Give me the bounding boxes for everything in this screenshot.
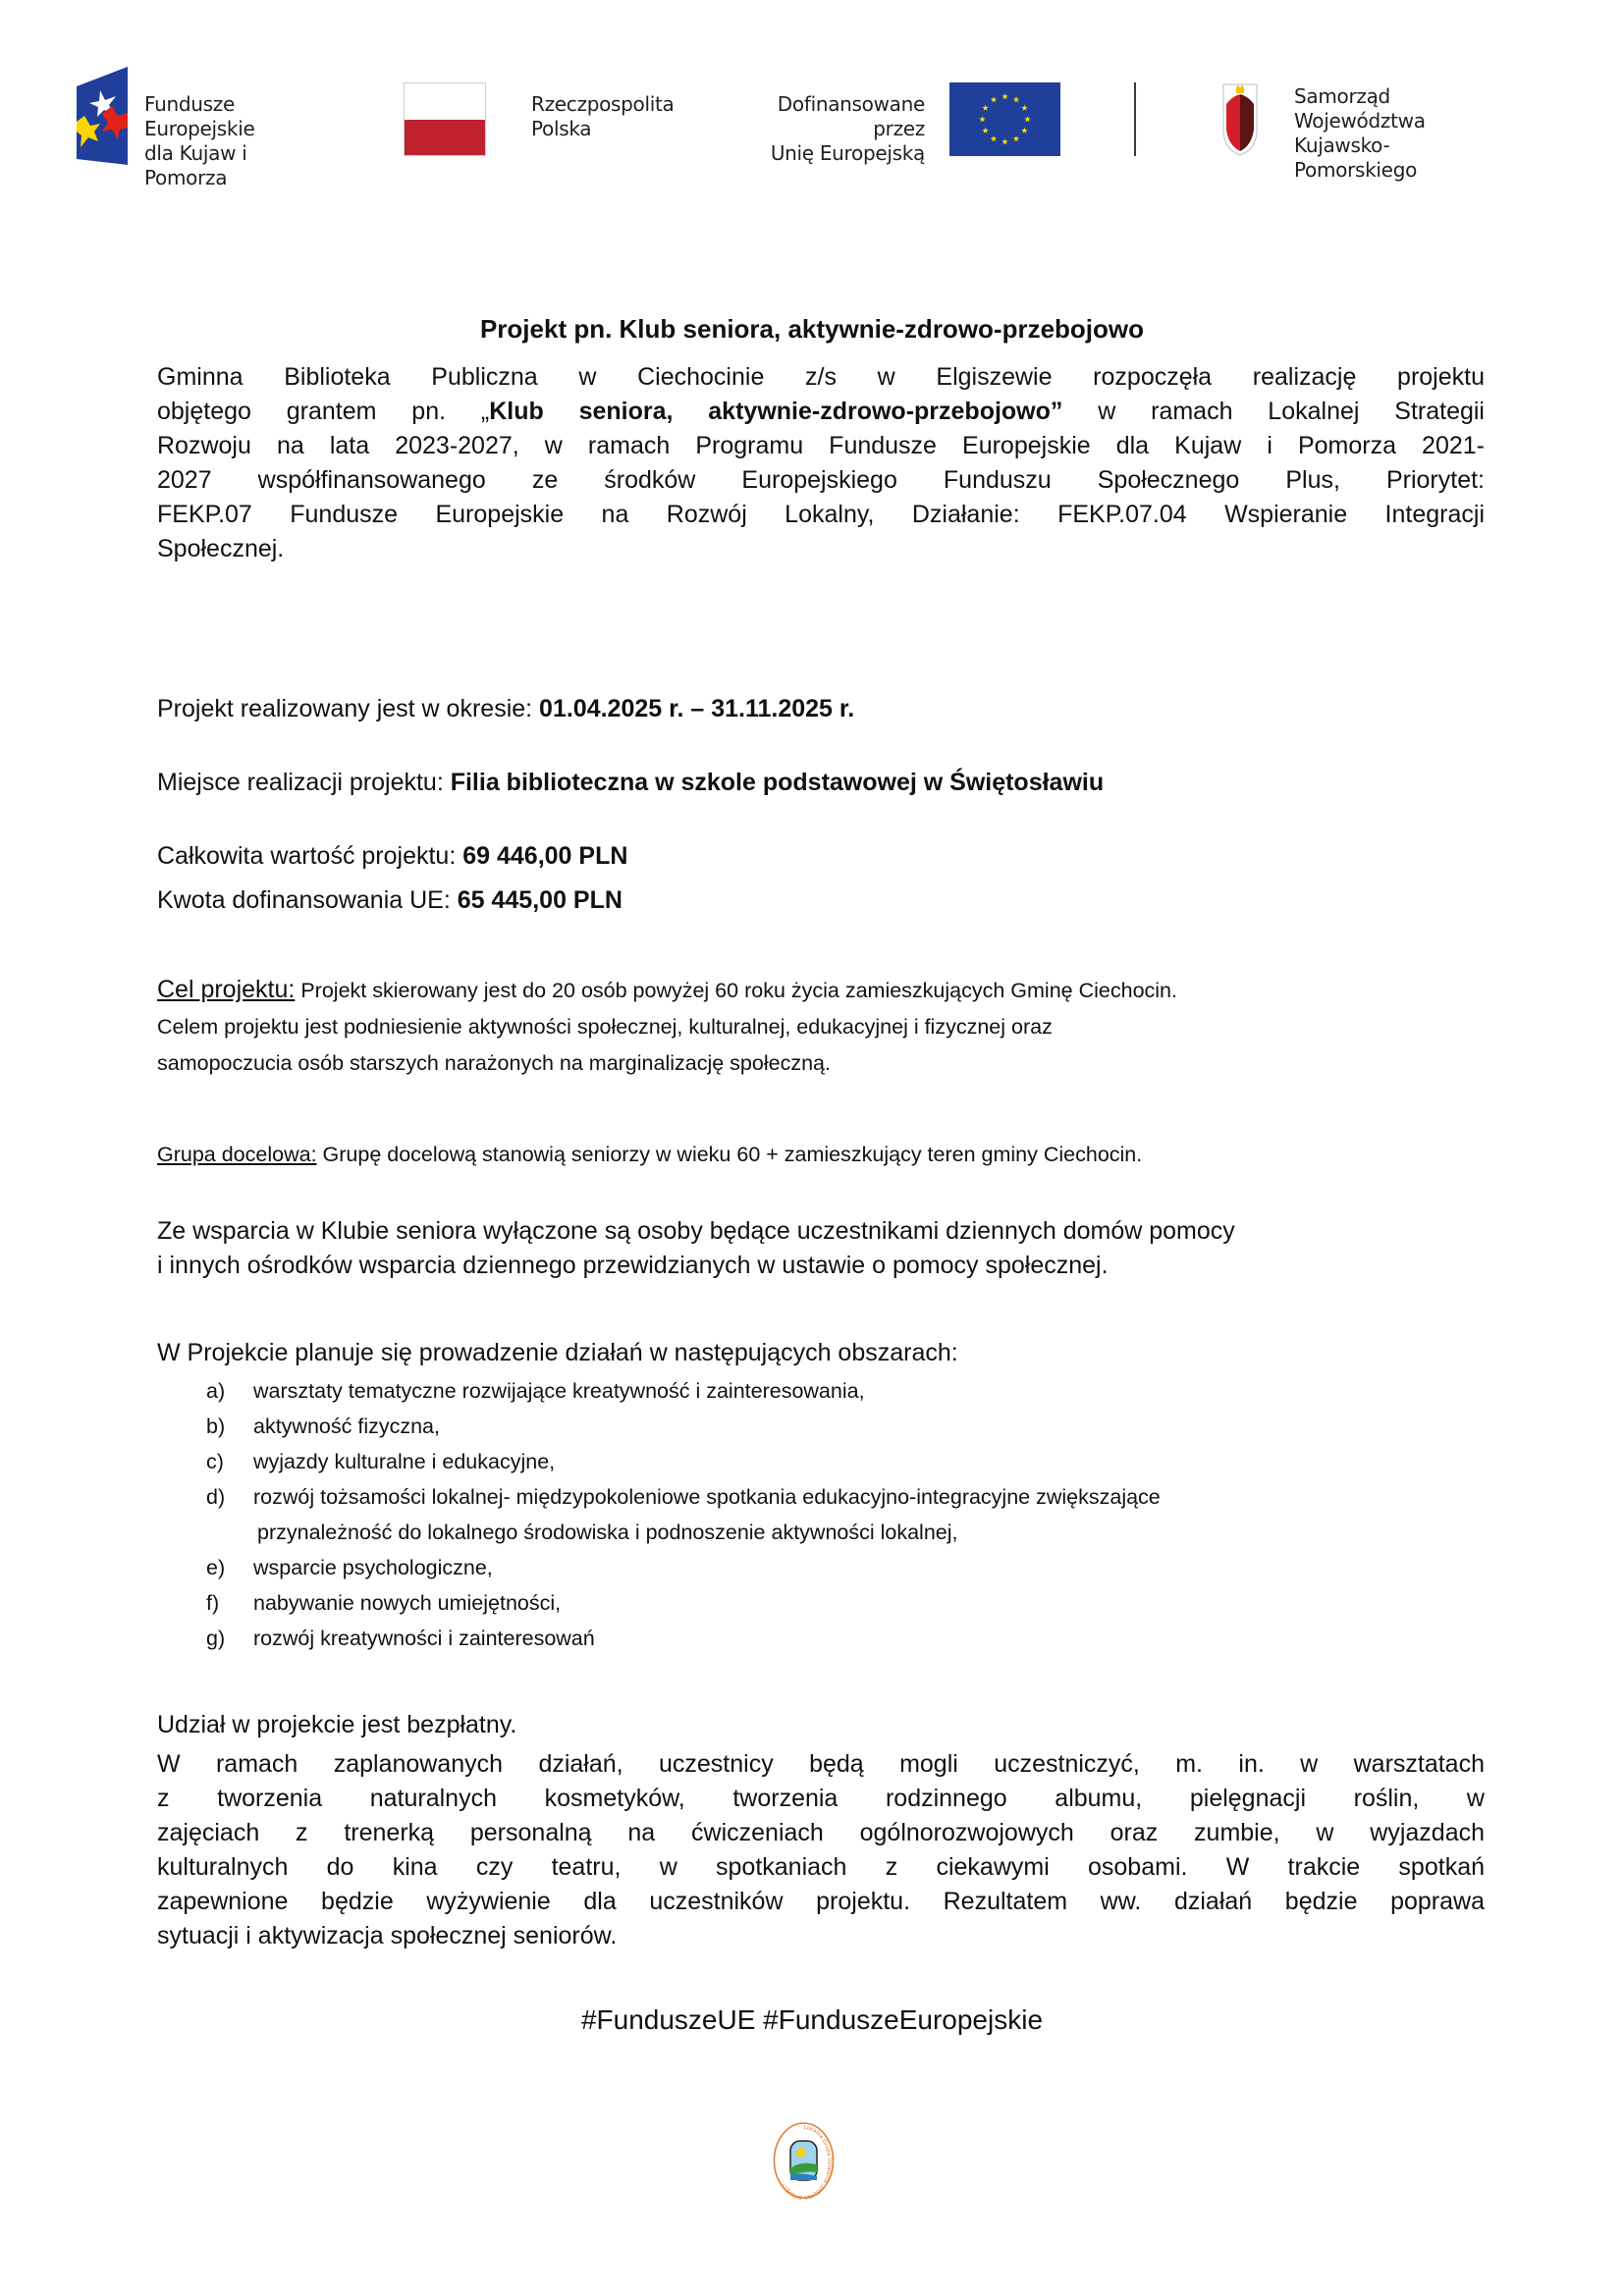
eu-funding-amount: Kwota dofinansowania UE: 65 445,00 PLN — [157, 886, 623, 914]
activities-paragraph: W ramach zaplanowanych działań, uczestnicy będą mogli uczestniczyć, m. in. w warsztatach z tworzenia naturalnych kosmetyków, tworzenia rodzinnego albumu, pielęgnacji roślin, w zajęciach z trenerką personalną na ćwiczeniach ogólnorozwojowych oraz zumbie, w wyjazdach kulturalnych do kina czy teatru, w spotkaniach z ciekawymi osobami. W trakcie spotkań zapewnione będzie wyżywienie dla uczestników projektu. Rezultatem ww. działań będzie poprawa sytuacji i aktywizacja społecznej seniorów. — [157, 1750, 1485, 1949]
eu-flag-icon — [949, 82, 1060, 156]
total-value-amount: 69 446,00 PLN — [462, 842, 628, 870]
areas-intro: W Projekcie planuje się prowadzenie działań w następujących obszarach: — [157, 1339, 958, 1366]
list-item-text: rozwój tożsamości lokalnej- międzypokoleniowe spotkania edukacyjno-integracyjne zwiększające — [253, 1485, 1161, 1509]
area-list-item — [157, 1479, 1161, 1550]
intro-line: Rozwoju na lata 2023-2027, w ramach Programu Fundusze Europejskie dla Kujaw i Pomorza 2021- — [157, 432, 1485, 459]
area-list-item — [157, 1373, 1161, 1409]
area-list-item — [157, 1585, 1161, 1621]
project-period: Projekt realizowany jest w okresie: 01.04.2025 r. – 31.11.2025 r. — [157, 695, 855, 722]
list-marker: b) — [206, 1415, 226, 1438]
target-group: Grupa docelowa: Grupę docelową stanowią seniorzy w wieku 60 + zamieszkujący teren gminy Ciechocin. — [157, 1143, 1143, 1166]
fe-logo-text: Fundusze Europejskie dla Kujaw i Pomorza — [144, 92, 255, 189]
eu-cofinanced-text: Dofinansowane przez Unię Europejską — [770, 92, 925, 165]
list-marker: d) — [206, 1485, 226, 1509]
intro-paragraph — [157, 360, 1485, 566]
polish-flag-icon — [404, 82, 486, 156]
area-list-item — [157, 1409, 1161, 1444]
rp-logo-text: Rzeczpospolita Polska — [531, 92, 675, 140]
project-place-value: Filia biblioteczna w szkole podstawowej w Świętosławiu — [450, 769, 1105, 796]
kujawsko-pomorskie-crest-icon — [1222, 82, 1258, 156]
list-marker: g) — [206, 1627, 226, 1650]
intro-line: 2027 współfinansowanego ze środków Europejskiego Funduszu Społecznego Plus, Priorytet: — [157, 466, 1485, 494]
intro-line: Społecznej. — [157, 535, 285, 562]
goal-label: Cel projektu: — [157, 976, 296, 1003]
list-marker: c) — [206, 1450, 224, 1473]
logo-divider — [1134, 82, 1136, 156]
lgd-dolina-drwecy-logo-icon — [773, 2121, 835, 2200]
list-item-text: warsztaty tematyczne rozwijające kreatywność i zainteresowania, — [253, 1379, 865, 1403]
free-participation: Udział w projekcie jest bezpłatny. — [157, 1711, 517, 1738]
target-group-label: Grupa docelowa: — [157, 1143, 317, 1166]
areas-list — [157, 1373, 1161, 1656]
project-place: Miejsce realizacji projektu: Filia biblioteczna w szkole podstawowej w Świętosławiu — [157, 769, 1105, 796]
project-total-value: Całkowita wartość projektu: 69 446,00 PLN — [157, 842, 628, 870]
hashtags: #FunduszeUE #FunduszeEuropejskie — [580, 2004, 1044, 2035]
svg-text:Lokalna Grupa Działania „DOLIN: Lokalna Grupa Działania „DOLINA DRWĘCY” — [779, 2124, 833, 2200]
fundusze-europejskie-logo-icon — [77, 67, 128, 165]
area-list-item — [157, 1550, 1161, 1585]
list-marker: e) — [206, 1556, 226, 1579]
area-list-item — [157, 1621, 1161, 1656]
intro-line: FEKP.07 Fundusze Europejskie na Rozwój Lokalny, Działanie: FEKP.07.04 Wspieranie Integracji — [157, 501, 1485, 528]
kp-logo-text: Samorząd Województwa Kujawsko-Pomorskiego — [1294, 84, 1426, 182]
project-period-value: 01.04.2025 r. – 31.11.2025 r. — [539, 695, 855, 722]
intro-line: Gminna Biblioteka Publiczna w Ciechocinie z/s w Elgiszewie rozpoczęła realizację projektu — [157, 363, 1485, 391]
exclusion-paragraph: Ze wsparcia w Klubie seniora wyłączone są osoby będące uczestnikami dziennych domów pomocy i innych ośrodków wsparcia dziennego przewidzianych w ustawie o pomocy społecznej. — [157, 1217, 1235, 1279]
list-item-text: wyjazdy kulturalne i edukacyjne, — [253, 1450, 556, 1473]
list-item-text: rozwój kreatywności i zainteresowań — [253, 1627, 595, 1650]
intro-line: objętego grantem pn. „Klub seniora, aktywnie-zdrowo-przebojowo” w ramach Lokalnej Strategii — [157, 398, 1485, 425]
eu-funding-value: 65 445,00 PLN — [457, 886, 623, 914]
list-item-text: aktywność fizyczna, — [253, 1415, 440, 1438]
list-marker: f) — [206, 1591, 220, 1615]
project-goal: Cel projektu: Projekt skierowany jest do 20 osób powyżej 60 roku życia zamieszkujących Gminę Ciechocin. Celem projektu jest podniesienie aktywności społecznej, kulturalnej, edukacyjnej i fizycznej oraz samopoczucia osób starszych narażonych na marginalizację społeczną. — [157, 976, 1177, 1075]
list-marker: a) — [206, 1379, 226, 1403]
project-name-bold: Klub seniora, aktywnie-zdrowo-przebojowo” — [489, 398, 1063, 425]
document-title: Projekt pn. Klub seniora, aktywnie-zdrowo-przebojowo — [479, 314, 1145, 344]
area-list-item — [157, 1444, 1161, 1479]
list-item-continuation: przynależność do lokalnego środowiska i podnoszenie aktywności lokalnej, — [257, 1521, 958, 1544]
list-item-text: wsparcie psychologiczne, — [253, 1556, 493, 1579]
list-item-text: nabywanie nowych umiejętności, — [253, 1591, 562, 1615]
